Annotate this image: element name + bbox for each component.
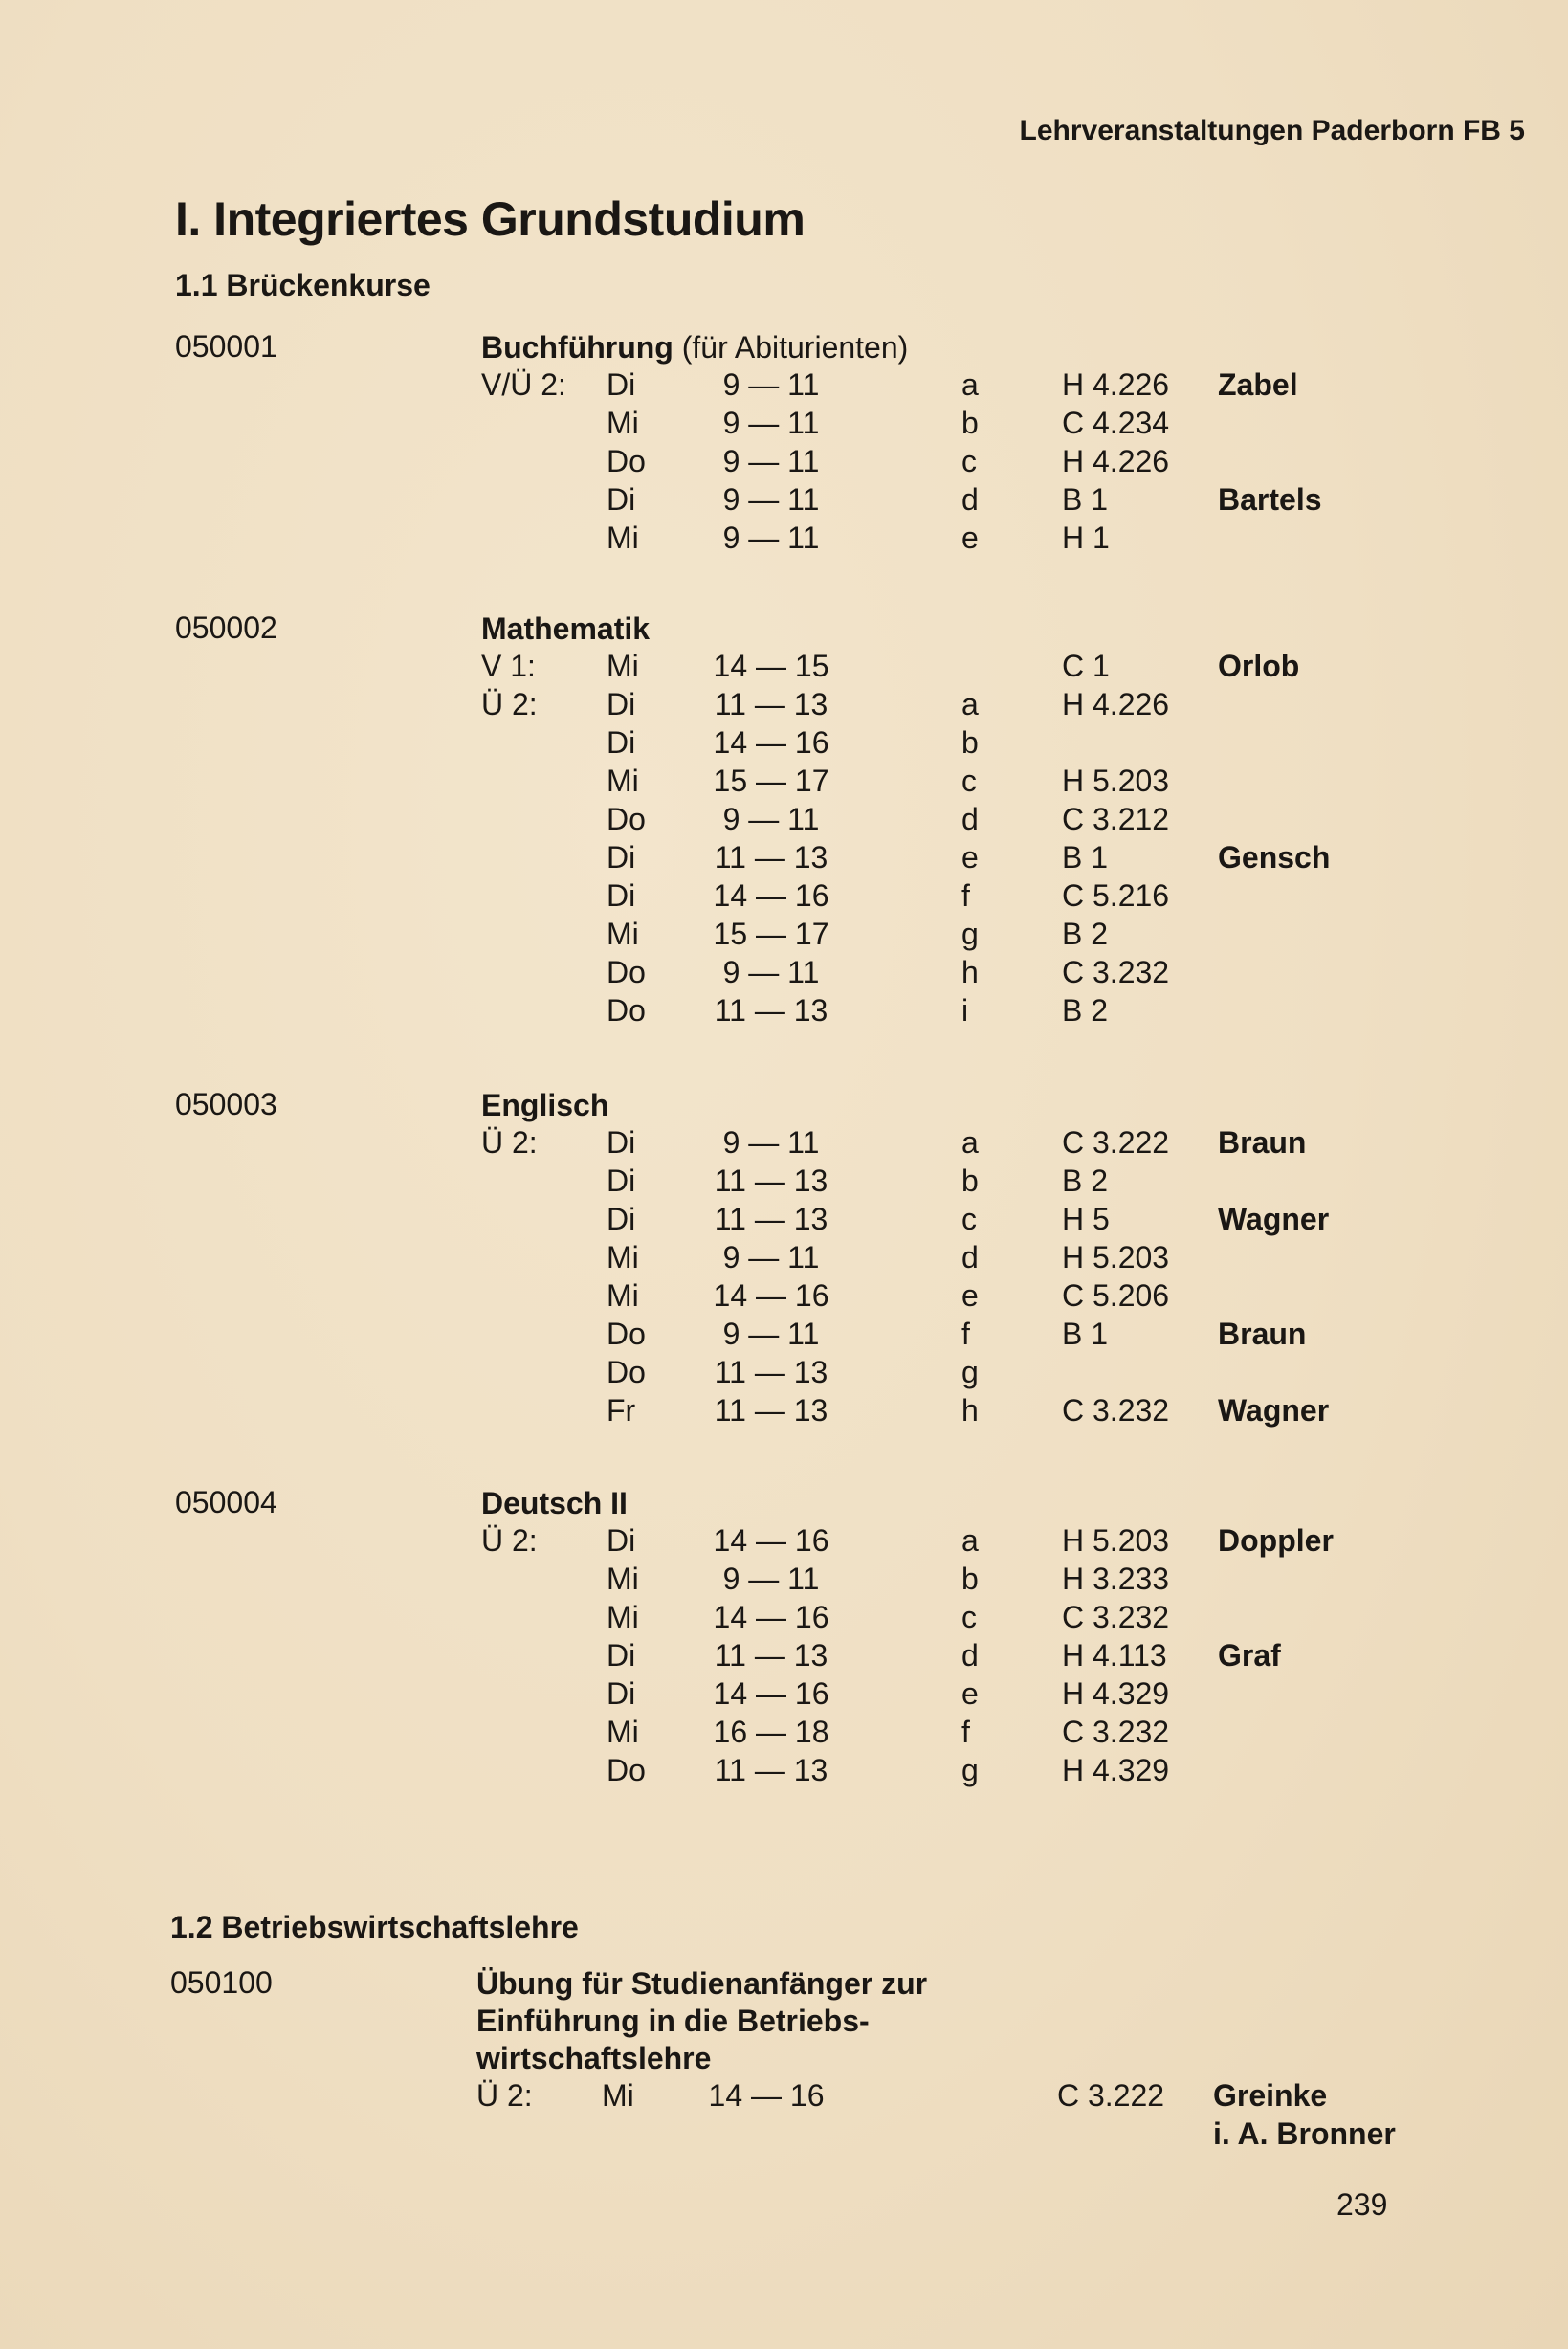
course-type: V 1: — [481, 649, 536, 683]
time-slot: 9 — 11 — [722, 1240, 820, 1274]
room: C 4.234 — [1062, 406, 1170, 440]
time-slot: 11 — 13 — [714, 1753, 828, 1787]
room: B 2 — [1062, 993, 1109, 1028]
weekday: Do — [607, 1317, 646, 1351]
weekday: Mi — [607, 1278, 639, 1313]
weekday: Di — [607, 367, 636, 402]
weekday: Do — [607, 1355, 646, 1389]
weekday: Di — [607, 1638, 636, 1673]
weekday: Mi — [607, 406, 639, 440]
weekday: Di — [607, 840, 636, 875]
group-letter: e — [961, 521, 979, 555]
weekday: Mi — [607, 521, 639, 555]
group-letter: d — [961, 482, 979, 517]
room: C 3.232 — [1062, 955, 1170, 989]
weekday: Fr — [607, 1393, 636, 1428]
schedule-row — [0, 1638, 1568, 1676]
schedule-row — [0, 444, 1568, 482]
time-slot: 11 — 13 — [714, 840, 828, 875]
lecturer: Doppler — [1218, 1523, 1334, 1558]
time-slot: 14 — 16 — [713, 1523, 829, 1558]
schedule-row — [0, 482, 1568, 521]
room: C 3.232 — [1062, 1715, 1170, 1749]
page-number: 239 — [1336, 2187, 1388, 2222]
schedule-row — [0, 367, 1568, 406]
schedule-row — [0, 764, 1568, 802]
weekday: Do — [607, 993, 646, 1028]
schedule-row — [0, 1125, 1568, 1163]
time-slot: 11 — 13 — [714, 1163, 828, 1198]
time-slot: 9 — 11 — [722, 367, 820, 402]
time-slot: 14 — 16 — [713, 878, 829, 913]
room: H 5.203 — [1062, 764, 1170, 798]
course-number: 050002 — [175, 610, 277, 645]
room: H 4.226 — [1062, 687, 1170, 721]
time-slot: 14 — 16 — [713, 1600, 829, 1634]
weekday: Di — [607, 1163, 636, 1198]
schedule-row — [0, 1202, 1568, 1240]
time-slot: 16 — 18 — [713, 1715, 829, 1749]
room: H 4.113 — [1062, 1638, 1167, 1673]
weekday: Di — [607, 1676, 636, 1711]
course-title: Buchführung (für Abiturienten) — [481, 330, 909, 365]
room: C 3.232 — [1062, 1600, 1170, 1634]
room: H 5.203 — [1062, 1523, 1170, 1558]
time-slot: 9 — 11 — [722, 482, 820, 517]
group-letter: c — [961, 1600, 977, 1634]
time-slot: 9 — 11 — [722, 1125, 820, 1160]
schedule-row — [0, 878, 1568, 917]
time-slot: 11 — 13 — [714, 1355, 828, 1389]
group-letter: a — [961, 367, 979, 402]
schedule-row — [0, 1523, 1568, 1562]
course-title-line: Übung für Studienanfänger zur — [476, 1966, 928, 2001]
group-letter: e — [961, 1676, 979, 1711]
time-slot: 11 — 13 — [714, 1202, 828, 1236]
schedule-row — [0, 840, 1568, 878]
time-slot: 11 — 13 — [714, 993, 828, 1028]
group-letter: g — [961, 1355, 979, 1389]
weekday: Di — [607, 482, 636, 517]
schedule-row — [0, 521, 1568, 559]
group-letter: a — [961, 687, 979, 721]
room: H 4.226 — [1062, 444, 1170, 478]
course-title-line: Einführung in die Betriebs- — [476, 2004, 870, 2038]
section-heading: 1.2 Betriebswirtschaftslehre — [170, 1910, 579, 1944]
room: B 2 — [1062, 1163, 1109, 1198]
group-letter: b — [961, 725, 979, 760]
time-slot: 14 — 16 — [713, 725, 829, 760]
lecturer: Zabel — [1218, 367, 1298, 402]
room: C 3.222 — [1062, 1125, 1170, 1160]
weekday: Do — [607, 1753, 646, 1787]
group-letter: e — [961, 1278, 979, 1313]
course-type: Ü 2: — [476, 2078, 533, 2113]
schedule-row — [0, 1715, 1568, 1753]
running-head: Lehrveranstaltungen Paderborn FB 5 — [1019, 115, 1525, 146]
lecturer: Wagner — [1218, 1393, 1330, 1428]
weekday: Mi — [607, 1600, 639, 1634]
weekday: Di — [607, 687, 636, 721]
lecturer-line: i. A. Bronner — [1213, 2116, 1396, 2151]
group-letter: e — [961, 840, 979, 875]
course-title: Deutsch II — [481, 1486, 628, 1520]
schedule-row — [0, 687, 1568, 725]
course-number: 050100 — [170, 1965, 273, 2000]
time-slot: 9 — 11 — [722, 802, 820, 836]
lecturer: Orlob — [1218, 649, 1300, 683]
course-title: Englisch — [481, 1088, 609, 1122]
group-letter: h — [961, 955, 979, 989]
room: H 1 — [1062, 521, 1110, 555]
room: C 3.212 — [1062, 802, 1170, 836]
lecturer: Braun — [1218, 1317, 1307, 1351]
schedule-row — [0, 1676, 1568, 1715]
group-letter: g — [961, 917, 979, 951]
schedule-row — [0, 1317, 1568, 1355]
time-slot: 14 — 15 — [713, 649, 829, 683]
schedule-row — [0, 1753, 1568, 1791]
course-type: V/Ü 2: — [481, 367, 566, 402]
schedule-row — [0, 2078, 1568, 2116]
time-slot: 14 — 16 — [708, 2078, 825, 2113]
weekday: Mi — [607, 1240, 639, 1274]
room: H 4.329 — [1062, 1676, 1170, 1711]
lecturer: Bartels — [1218, 482, 1322, 517]
time-slot: 11 — 13 — [714, 1638, 828, 1673]
time-slot: 11 — 13 — [714, 687, 828, 721]
weekday: Mi — [602, 2078, 634, 2113]
weekday: Di — [607, 1125, 636, 1160]
time-slot: 9 — 11 — [722, 406, 820, 440]
room: H 3.233 — [1062, 1562, 1170, 1596]
weekday: Do — [607, 802, 646, 836]
time-slot: 9 — 11 — [722, 1317, 820, 1351]
group-letter: b — [961, 1163, 979, 1198]
course-type: Ü 2: — [481, 687, 538, 721]
time-slot: 11 — 13 — [714, 1393, 828, 1428]
group-letter: f — [961, 1715, 970, 1749]
schedule-row — [0, 1600, 1568, 1638]
time-slot: 9 — 11 — [722, 1562, 820, 1596]
weekday: Di — [607, 1523, 636, 1558]
room: C 5.216 — [1062, 878, 1170, 913]
lecturer: Wagner — [1218, 1202, 1330, 1236]
lecturer: Greinke — [1213, 2078, 1328, 2113]
schedule-row — [0, 917, 1568, 955]
time-slot: 14 — 16 — [713, 1676, 829, 1711]
group-letter: d — [961, 1240, 979, 1274]
room: C 3.232 — [1062, 1393, 1170, 1428]
time-slot: 9 — 11 — [722, 521, 820, 555]
room: C 3.222 — [1057, 2078, 1165, 2113]
weekday: Mi — [607, 764, 639, 798]
schedule-row — [0, 1355, 1568, 1393]
group-letter: c — [961, 444, 977, 478]
course-title-line: wirtschaftslehre — [476, 2041, 712, 2075]
room: B 1 — [1062, 1317, 1109, 1351]
room: B 1 — [1062, 840, 1109, 875]
schedule-row — [0, 993, 1568, 1031]
lecturer: Braun — [1218, 1125, 1307, 1160]
group-letter: a — [961, 1125, 979, 1160]
group-letter: f — [961, 1317, 970, 1351]
chapter-title: I. Integriertes Grundstudium — [175, 192, 806, 246]
schedule-row — [0, 649, 1568, 687]
room: C 5.206 — [1062, 1278, 1170, 1313]
weekday: Do — [607, 955, 646, 989]
schedule-row — [0, 1278, 1568, 1317]
schedule-row — [0, 1562, 1568, 1600]
room: B 1 — [1062, 482, 1109, 517]
group-letter: d — [961, 802, 979, 836]
course-number: 050004 — [175, 1485, 277, 1519]
course-type: Ü 2: — [481, 1125, 538, 1160]
weekday: Do — [607, 444, 646, 478]
section-heading: 1.1 Brückenkurse — [175, 268, 431, 302]
time-slot: 15 — 17 — [713, 764, 829, 798]
lecturer: Gensch — [1218, 840, 1331, 875]
group-letter: b — [961, 1562, 979, 1596]
time-slot: 14 — 16 — [713, 1278, 829, 1313]
group-letter: b — [961, 406, 979, 440]
weekday: Mi — [607, 649, 639, 683]
room: H 4.329 — [1062, 1753, 1170, 1787]
group-letter: h — [961, 1393, 979, 1428]
weekday: Mi — [607, 1562, 639, 1596]
time-slot: 15 — 17 — [713, 917, 829, 951]
weekday: Di — [607, 878, 636, 913]
group-letter: i — [961, 993, 969, 1028]
room: H 5.203 — [1062, 1240, 1170, 1274]
room: H 4.226 — [1062, 367, 1170, 402]
course-number: 050003 — [175, 1087, 277, 1121]
room: H 5 — [1062, 1202, 1110, 1236]
group-letter: c — [961, 764, 977, 798]
weekday: Di — [607, 1202, 636, 1236]
schedule-row — [0, 725, 1568, 764]
group-letter: d — [961, 1638, 979, 1673]
group-letter: a — [961, 1523, 979, 1558]
time-slot: 9 — 11 — [722, 444, 820, 478]
course-title: Mathematik — [481, 611, 651, 646]
schedule-row — [0, 1163, 1568, 1202]
schedule-row — [0, 1240, 1568, 1278]
time-slot: 9 — 11 — [722, 955, 820, 989]
room: B 2 — [1062, 917, 1109, 951]
weekday: Mi — [607, 1715, 639, 1749]
schedule-row — [0, 802, 1568, 840]
weekday: Di — [607, 725, 636, 760]
schedule-row — [0, 955, 1568, 993]
schedule-row — [0, 1393, 1568, 1431]
group-letter: g — [961, 1753, 979, 1787]
weekday: Mi — [607, 917, 639, 951]
lecturer: Graf — [1218, 1638, 1281, 1673]
course-type: Ü 2: — [481, 1523, 538, 1558]
group-letter: c — [961, 1202, 977, 1236]
room: C 1 — [1062, 649, 1110, 683]
schedule-row — [0, 406, 1568, 444]
course-number: 050001 — [175, 329, 277, 364]
group-letter: f — [961, 878, 970, 913]
